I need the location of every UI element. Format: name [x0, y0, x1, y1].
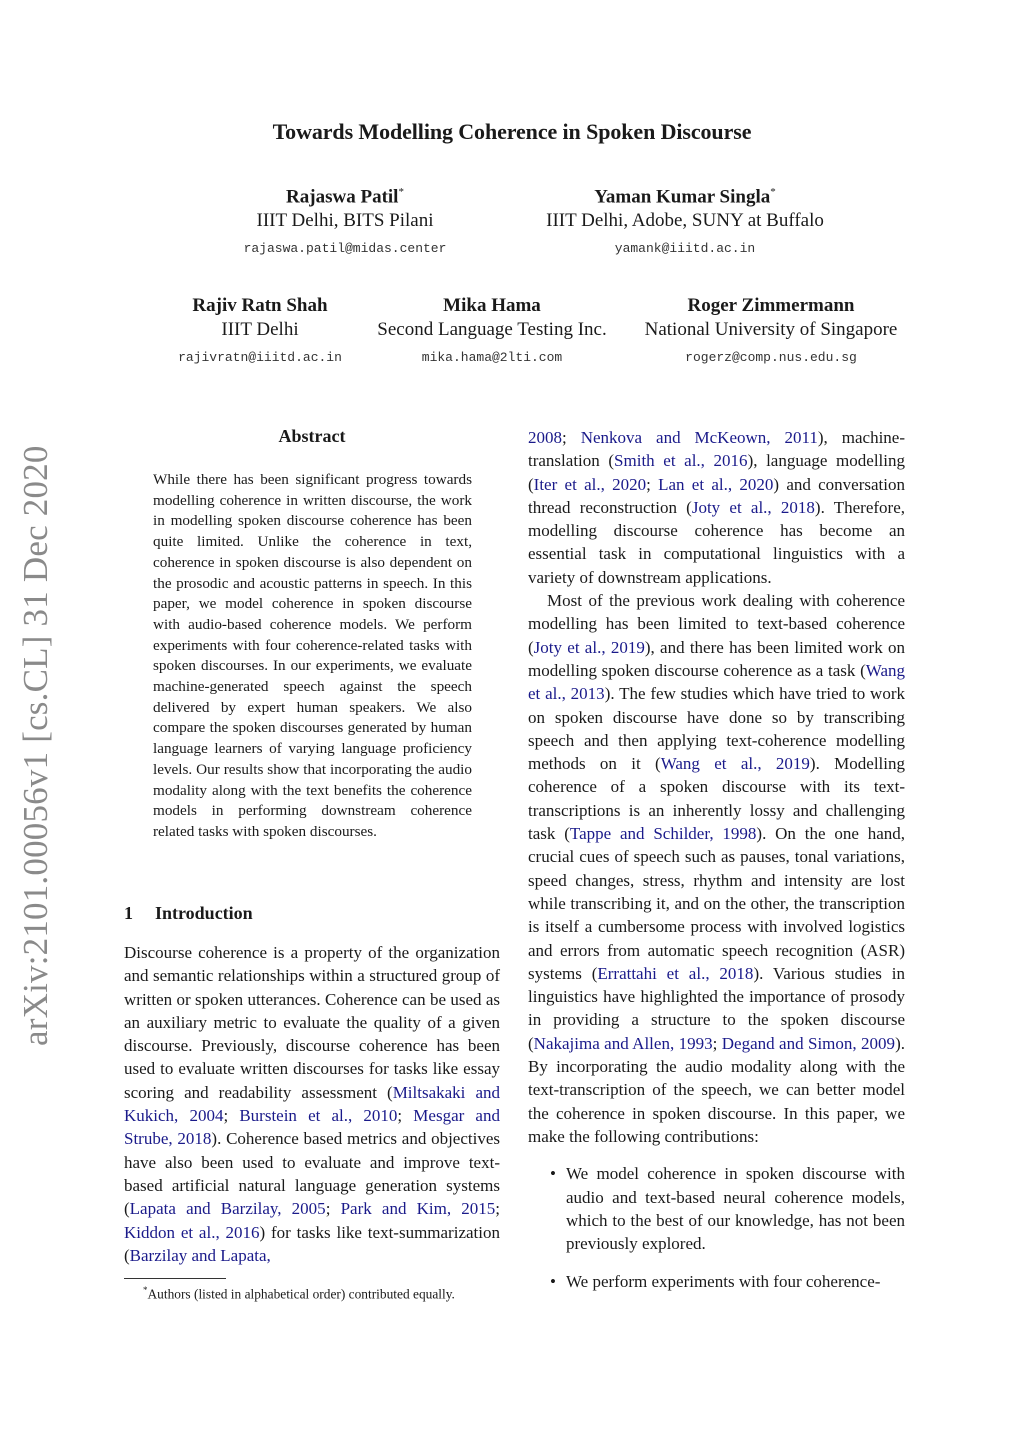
citation-link[interactable]: Degand and Simon, 2009: [721, 1033, 896, 1053]
citation-link[interactable]: Mesgar and Strube, 2018: [124, 1106, 500, 1149]
citation-link[interactable]: Nakajima and Allen, 1993: [533, 1033, 713, 1053]
citation-link[interactable]: Lan et al., 2020: [658, 474, 774, 494]
footnote: *Authors (listed in alphabetical order) contributed equally.: [143, 1285, 455, 1302]
author-name: Rajiv Ratn Shah: [192, 295, 328, 316]
bullet-icon: •: [550, 1164, 556, 1184]
arxiv-side-stamp: arXiv:2101.00056v1 [cs.CL] 31 Dec 2020: [16, 445, 55, 1046]
abstract-text: While there has been significant progress towards modelling coherence in written discourse, the work in modelling spoken discourse coherence has been quite limited. Unlike the coherence in text, coherence in spoken discourse is also dependent on the prosodic and acoustic patterns in speech. In this paper, we model coherence in spoken discourse with audio-based coherence models. We perform experiments with four coherence-related tasks with spoken discourses. In our experiments, we evaluate machine-generated speech against the speech delivered by expert human speakers. We also compare the spoken discourses generated by human language learners of varying language proficiency levels. Our results show that incorporating the audio modality along with the text benefits the coherence models in performing downstream coherence related tasks with spoken discourses.: [153, 471, 472, 840]
citation-link[interactable]: Barzilay and Lapata,: [129, 1245, 271, 1265]
intro-paragraph: 2008; Nenkova and McKeown, 2011), machine-translation (Smith et al., 2016), language modelling (Iter et al., 2020; Lan et al., 2020) and conversation thread reconstruction (Joty et al., 2018). Therefore, modelling discourse coherence has become an essential task in computational linguistics with a variety of downstream applications.: [528, 428, 906, 587]
citation-link[interactable]: Lapata and Barzilay, 2005: [129, 1199, 326, 1219]
citation-link[interactable]: Miltsakaki and Kukich, 2004: [124, 1082, 500, 1126]
author-email[interactable]: rogerz@comp.nus.edu.sg: [685, 350, 857, 365]
author-affiliation: IIIT Delhi: [221, 319, 299, 340]
bullet-icon: •: [550, 1272, 556, 1292]
author-name: Roger Zimmermann: [687, 295, 855, 316]
citation-link[interactable]: Joty et al., 2018: [691, 497, 815, 517]
citation-link[interactable]: Smith et al., 2016: [614, 451, 748, 471]
abstract-heading: Abstract: [278, 426, 346, 446]
author-name: Yaman Kumar Singla*: [594, 186, 776, 208]
citation-link[interactable]: Nenkova and McKeown, 2011: [580, 428, 818, 447]
list-item: • We perform experiments with four coherence-: [528, 1270, 905, 1293]
author-email[interactable]: rajaswa.patil@midas.center: [243, 241, 447, 257]
list-item: • We model coherence in spoken discourse with audio and text-based neural coherence models, which to the best of our knowledge, has not been previously explored.: [550, 1164, 905, 1254]
author-block: [515, 180, 855, 260]
footnote-rule: [124, 1278, 226, 1279]
author-block: [357, 294, 627, 369]
author-name: Rajaswa Patil*: [286, 186, 404, 208]
author-email[interactable]: rajivratn@iiitd.ac.in: [178, 350, 342, 365]
section-heading: 1 Introduction: [124, 903, 253, 923]
author-email[interactable]: yamank@iiitd.ac.in: [614, 241, 756, 257]
intro-left-paragraph: Discourse coherence is a property of the organization and semantic relationships within a structured group of written or spoken utterances. Coherence can be used as an auxiliary metric to evaluate the quality of a given discourse. Previously, discourse coherence has been used to evaluate written discourses for tasks like essay scoring and readability assessment (Miltsakaki and Kukich, 2004; Burstein et al., 2010; Mesgar and Strube, 2018). Coherence based metrics and objectives have also been used to evaluate and improve text-based artificial natural language generation systems (Lapata and Barzilay, 2005; Park and Kim, 2015; Kiddon et al., 2016) for tasks like text-summarization (Barzilay and Lapata,: [124, 943, 500, 1265]
author-affiliation: National University of Singapore: [644, 319, 898, 340]
citation-link[interactable]: Joty et al., 2019: [533, 637, 645, 657]
intro-paragraph: Most of the previous work dealing with coherence modelling has been limited to text-based coherence (Joty et al., 2019), and there has been limited work on modelling spoken discourse coherence as a task (Wang et al., 2013). The few studies which have tried to work on spoken discourse have done so by transcribing speech and then applying text-coherence modelling methods on it (Wang et al., 2019). Modelling coherence of a spoken discourse with its text-transcriptions is an inherently lossy and challenging task (Tappe and Schilder, 1998). On the one hand, crucial cues of speech such as pauses, tonal variations, speed changes, stress, rhythm and intensity are lost while transcribing it, and on the other, the transcription is itself a cumbersome process with involved logistics and errors from automatic speech recognition (ASR) systems (Errattahi et al., 2018). Various studies in linguistics have highlighted the importance of prosody in providing a structure to the spoken discourse (Nakajima and Allen, 1993; Degand and Simon, 2009). By incorporating the audio modality along with the text-transcription of the speech, we can better model the coherence in spoken discourse. In this paper, we make the following contributions:: [528, 591, 905, 1146]
author-block: [626, 294, 916, 369]
author-name: Mika Hama: [443, 295, 541, 316]
citation-link[interactable]: Errattahi et al., 2018: [597, 963, 754, 983]
intro-right-column: [528, 426, 905, 1309]
citation-link[interactable]: Kiddon et al., 2016: [124, 1222, 260, 1242]
paper-title: Towards Modelling Coherence in Spoken Discourse: [272, 119, 752, 144]
contributions-list: [528, 1162, 905, 1293]
author-affiliation: IIIT Delhi, BITS Pilani: [256, 210, 434, 232]
citation-link[interactable]: 2008: [528, 428, 562, 447]
citation-link[interactable]: Wang et al., 2019: [660, 754, 810, 774]
citation-link[interactable]: Iter et al., 2020: [533, 474, 647, 494]
citation-link[interactable]: Burstein et al., 2010: [239, 1106, 398, 1126]
author-email[interactable]: mika.hama@2lti.com: [421, 350, 563, 365]
author-block: [135, 294, 385, 369]
citation-link[interactable]: Park and Kim, 2015: [340, 1199, 496, 1219]
citation-link[interactable]: Tappe and Schilder, 1998: [569, 824, 757, 844]
author-block: [195, 180, 495, 260]
author-affiliation: IIIT Delhi, Adobe, SUNY at Buffalo: [546, 210, 824, 232]
citation-link[interactable]: Wang et al., 2013: [528, 660, 905, 704]
author-affiliation: Second Language Testing Inc.: [377, 319, 607, 340]
